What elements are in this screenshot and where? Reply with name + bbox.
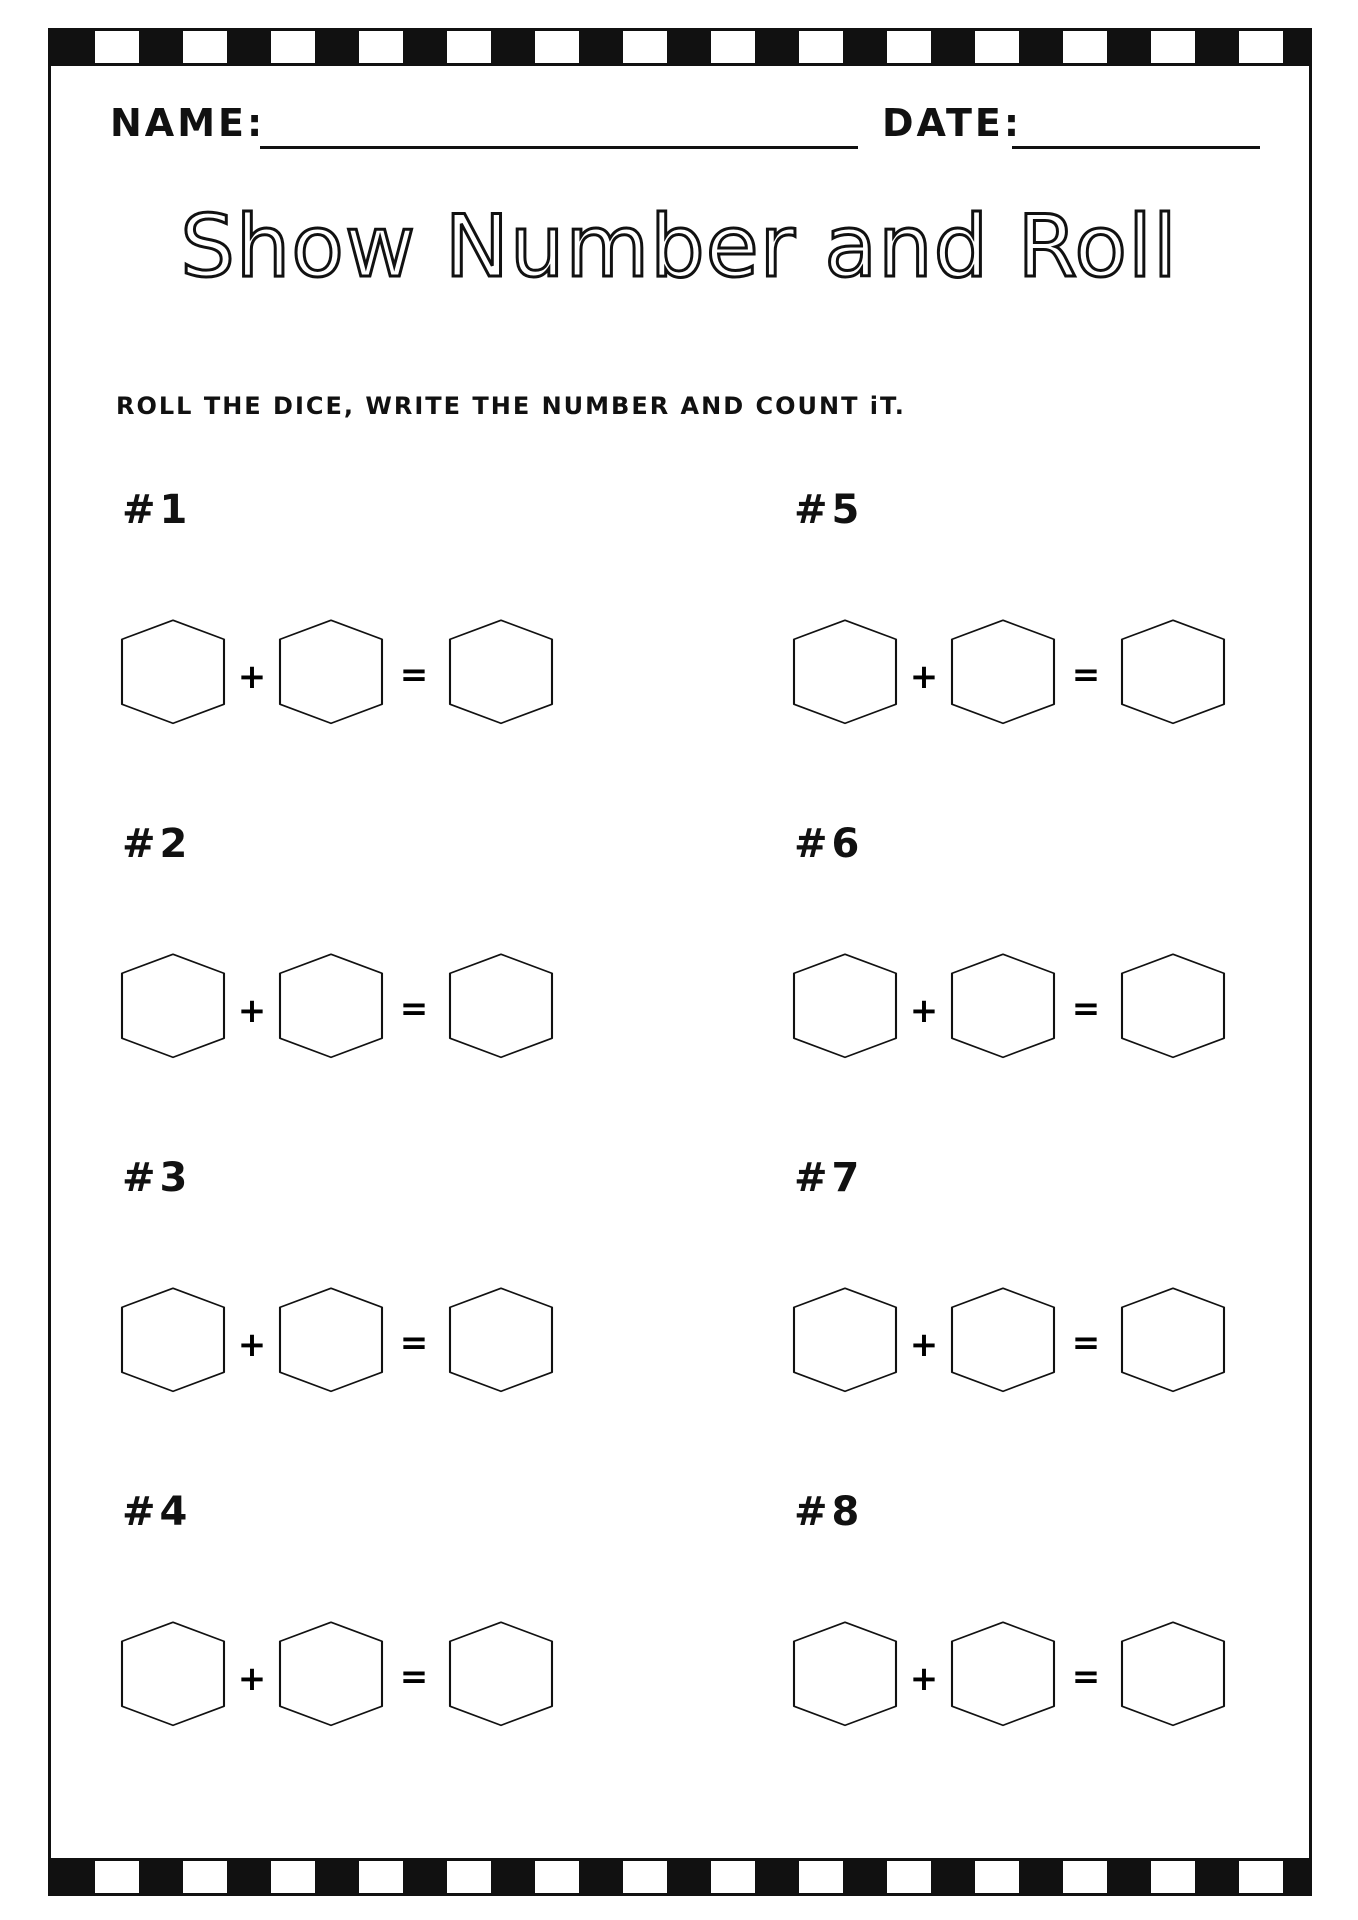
- problem-number: #7: [794, 1155, 864, 1201]
- first-addend-box[interactable]: [122, 620, 224, 723]
- equals-sign: =: [1071, 989, 1101, 1029]
- worksheet-title: Show Number and Roll: [180, 197, 1178, 297]
- plus-sign: +: [237, 1325, 267, 1365]
- second-addend-box[interactable]: [280, 954, 382, 1057]
- equation-row: [788, 616, 1228, 728]
- second-addend-box[interactable]: [952, 620, 1054, 723]
- first-addend-box[interactable]: [122, 954, 224, 1057]
- equals-sign: =: [399, 655, 429, 695]
- problem-number: #4: [122, 1489, 192, 1535]
- problem-1: [116, 487, 596, 740]
- second-addend-box[interactable]: [952, 1622, 1054, 1725]
- equation-row: [788, 1618, 1228, 1730]
- equals-sign: =: [399, 989, 429, 1029]
- problem-4: [116, 1489, 596, 1742]
- second-addend-box[interactable]: [952, 954, 1054, 1057]
- problem-number: #6: [794, 821, 864, 867]
- top-checker-border: [48, 28, 1312, 66]
- equation-row: [116, 1618, 556, 1730]
- sum-box[interactable]: [1122, 1622, 1224, 1725]
- problem-number: #3: [122, 1155, 192, 1201]
- equation-row: [116, 616, 556, 728]
- plus-sign: +: [237, 657, 267, 697]
- second-addend-box[interactable]: [952, 1288, 1054, 1391]
- instruction-text: ROLL THE DICE, WRITE THE NUMBER AND COUNT iT.: [116, 392, 906, 420]
- plus-sign: +: [909, 991, 939, 1031]
- plus-sign: +: [237, 1659, 267, 1699]
- problem-7: [788, 1155, 1268, 1408]
- equals-sign: =: [1071, 1657, 1101, 1697]
- sum-box[interactable]: [1122, 954, 1224, 1057]
- sum-box[interactable]: [450, 1622, 552, 1725]
- equals-sign: =: [1071, 1323, 1101, 1363]
- problem-number: #8: [794, 1489, 864, 1535]
- equation-row: [788, 950, 1228, 1062]
- sum-box[interactable]: [450, 620, 552, 723]
- date-label: DATE:: [882, 101, 1023, 145]
- first-addend-box[interactable]: [122, 1288, 224, 1391]
- problem-number: #5: [794, 487, 864, 533]
- first-addend-box[interactable]: [794, 954, 896, 1057]
- equation-row: [788, 1284, 1228, 1396]
- first-addend-box[interactable]: [794, 1288, 896, 1391]
- plus-sign: +: [909, 657, 939, 697]
- sum-box[interactable]: [1122, 1288, 1224, 1391]
- plus-sign: +: [909, 1659, 939, 1699]
- equation-row: [116, 1284, 556, 1396]
- first-addend-box[interactable]: [122, 1622, 224, 1725]
- equals-sign: =: [399, 1323, 429, 1363]
- equation-row: [116, 950, 556, 1062]
- second-addend-box[interactable]: [280, 1288, 382, 1391]
- date-field[interactable]: [1012, 146, 1260, 149]
- problem-8: [788, 1489, 1268, 1742]
- equals-sign: =: [399, 1657, 429, 1697]
- name-label: NAME:: [110, 101, 266, 145]
- sum-box[interactable]: [450, 1288, 552, 1391]
- sum-box[interactable]: [450, 954, 552, 1057]
- problem-5: [788, 487, 1268, 740]
- first-addend-box[interactable]: [794, 620, 896, 723]
- first-addend-box[interactable]: [794, 1622, 896, 1725]
- plus-sign: +: [909, 1325, 939, 1365]
- plus-sign: +: [237, 991, 267, 1031]
- second-addend-box[interactable]: [280, 1622, 382, 1725]
- bottom-checker-border: [48, 1858, 1312, 1896]
- problem-3: [116, 1155, 596, 1408]
- sum-box[interactable]: [1122, 620, 1224, 723]
- second-addend-box[interactable]: [280, 620, 382, 723]
- problem-6: [788, 821, 1268, 1074]
- problem-number: #2: [122, 821, 192, 867]
- name-field[interactable]: [260, 146, 858, 149]
- problem-number: #1: [122, 487, 192, 533]
- problem-2: [116, 821, 596, 1074]
- equals-sign: =: [1071, 655, 1101, 695]
